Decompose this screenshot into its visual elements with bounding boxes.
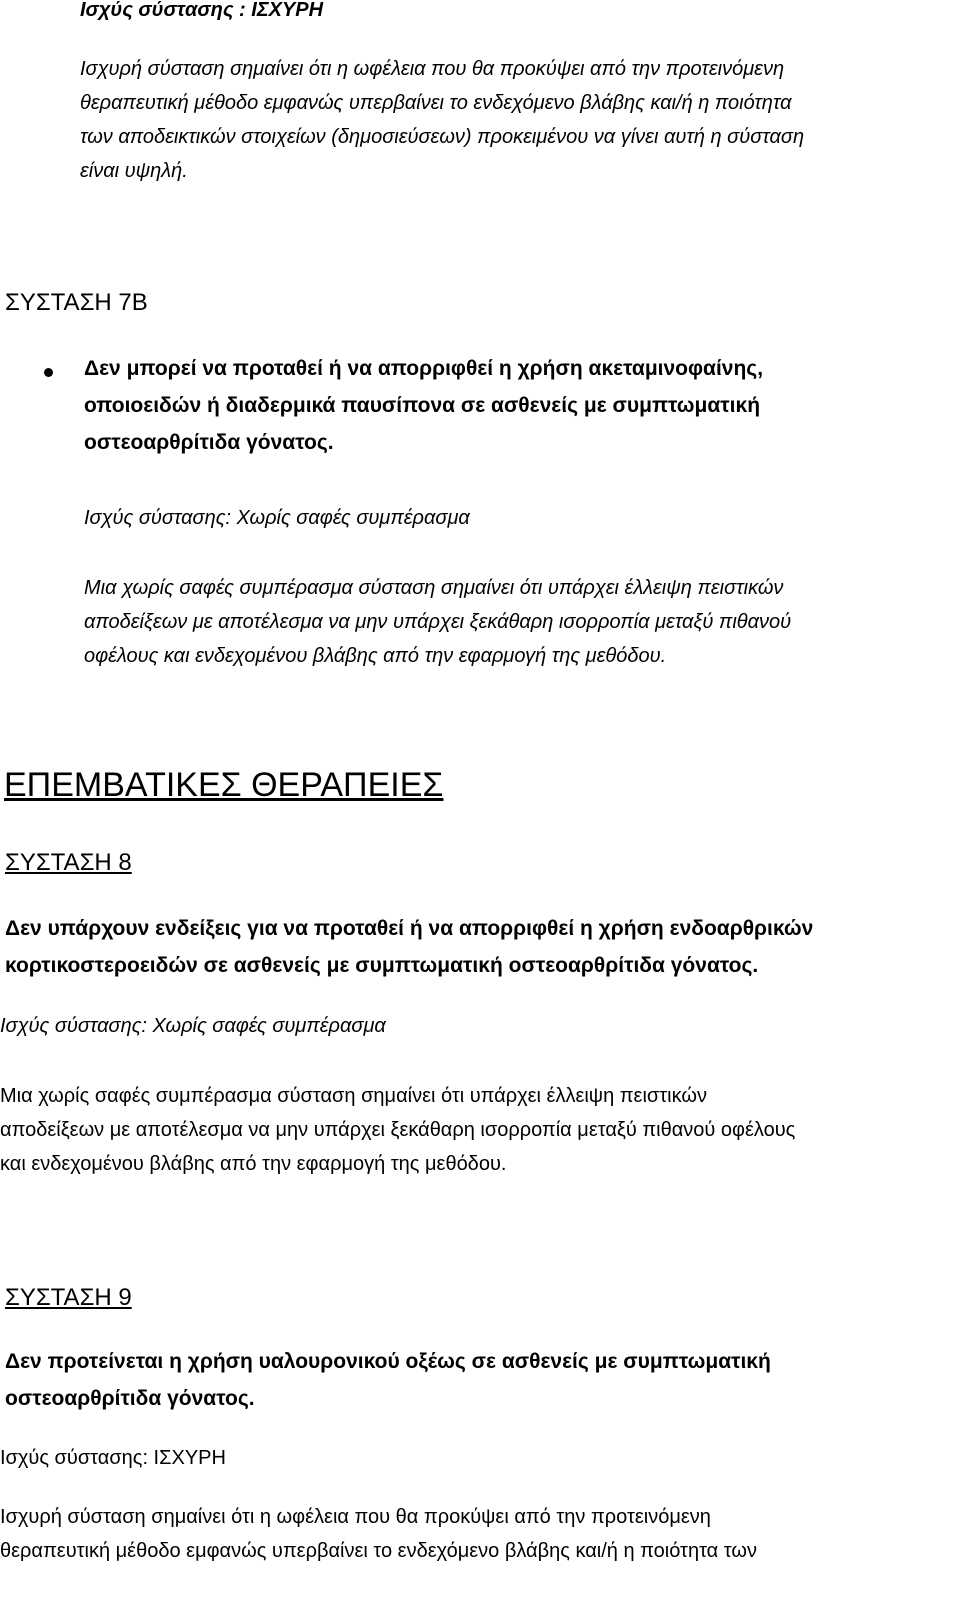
text-line: Δεν υπάρχουν ενδείξεις για να προταθεί ή να απορριφθεί η χρήση ενδοαρθρικών bbox=[5, 917, 814, 940]
text-line: θεραπευτική μέθοδο εμφανώς υπερβαίνει το ενδεχόμενο βλάβης και/ή η ποιότητα bbox=[80, 92, 792, 114]
text-line: είναι υψηλή. bbox=[80, 160, 188, 182]
explanation-inconclusive-text bbox=[0, 1079, 795, 1181]
text-line: των αποδεικτικών στοιχείων (δημοσιεύσεων) προκειμένου να γίνει αυτή η σύσταση bbox=[80, 126, 805, 148]
text-line: κορτικοστεροειδών σε ασθενείς με συμπτωματική οστεοαρθρίτιδα γόνατος. bbox=[5, 954, 759, 977]
text-line: Ισχυρή σύσταση σημαίνει ότι η ωφέλεια που θα προκύψει από την προτεινόμενη bbox=[80, 58, 785, 80]
text-line: Μια χωρίς σαφές συμπέρασμα σύσταση σημαίνει ότι υπάρχει έλλειψη πειστικών bbox=[0, 1085, 707, 1107]
recommendation-8-heading: ΣΥΣΤΑΣΗ 8 bbox=[5, 849, 132, 876]
strength-label-strong: Ισχύς σύστασης : ΙΣΧΥΡΗ bbox=[80, 0, 324, 21]
explanation-strong-text bbox=[80, 52, 804, 188]
recommendation-9-heading: ΣΥΣΤΑΣΗ 9 bbox=[5, 1284, 132, 1311]
text-line: οποιοειδών ή διαδερμικά παυσίπονα σε ασθενείς με συμπτωματική bbox=[84, 394, 761, 417]
text-line: Δεν προτείνεται η χρήση υαλουρονικού οξέως σε ασθενείς με συμπτωματική bbox=[5, 1350, 771, 1373]
explanation-strong-text bbox=[0, 1500, 757, 1568]
recommendation-7b-heading: ΣΥΣΤΑΣΗ 7Β bbox=[5, 289, 148, 316]
text-line: Δεν μπορεί να προταθεί ή να απορριφθεί η χρήση ακεταμινοφαίνης, bbox=[84, 357, 764, 380]
text-line: Ισχυρή σύσταση σημαίνει ότι η ωφέλεια που θα προκύψει από την προτεινόμενη bbox=[0, 1506, 711, 1528]
text-line: αποδείξεων με αποτέλεσμα να μην υπάρχει ξεκάθαρη ισορροπία μεταξύ πιθανού bbox=[84, 611, 792, 633]
section-heading: ΕΠΕΜΒΑΤΙΚΕΣ ΘΕΡΑΠΕΙΕΣ bbox=[4, 766, 444, 804]
text-line: οφέλους και ενδεχομένου βλάβης από την εφαρμογή της μεθόδου. bbox=[84, 645, 667, 667]
strength-label-inconclusive: Ισχύς σύστασης: Χωρίς σαφές συμπέρασμα bbox=[84, 507, 470, 529]
text-line: θεραπευτική μέθοδο εμφανώς υπερβαίνει το ενδεχόμενο βλάβης και/ή η ποιότητα των bbox=[0, 1540, 758, 1562]
bullet-icon bbox=[44, 368, 53, 377]
recommendation-7b-text bbox=[84, 350, 763, 461]
text-line: Μια χωρίς σαφές συμπέρασμα σύσταση σημαίνει ότι υπάρχει έλλειψη πειστικών bbox=[84, 577, 784, 599]
text-line: αποδείξεων με αποτέλεσμα να μην υπάρχει ξεκάθαρη ισορροπία μεταξύ πιθανού οφέλους bbox=[0, 1119, 796, 1141]
strength-label-strong: Ισχύς σύστασης: ΙΣΧΥΡΗ bbox=[0, 1447, 226, 1469]
recommendation-8-text bbox=[5, 910, 813, 984]
recommendation-9-text bbox=[5, 1343, 771, 1417]
explanation-inconclusive-text bbox=[84, 571, 791, 673]
text-line: οστεοαρθρίτιδα γόνατος. bbox=[5, 1387, 255, 1410]
strength-label-inconclusive: Ισχύς σύστασης: Χωρίς σαφές συμπέρασμα bbox=[0, 1015, 386, 1037]
text-line: και ενδεχομένου βλάβης από την εφαρμογή της μεθόδου. bbox=[0, 1153, 507, 1175]
text-line: οστεοαρθρίτιδα γόνατος. bbox=[84, 431, 334, 454]
